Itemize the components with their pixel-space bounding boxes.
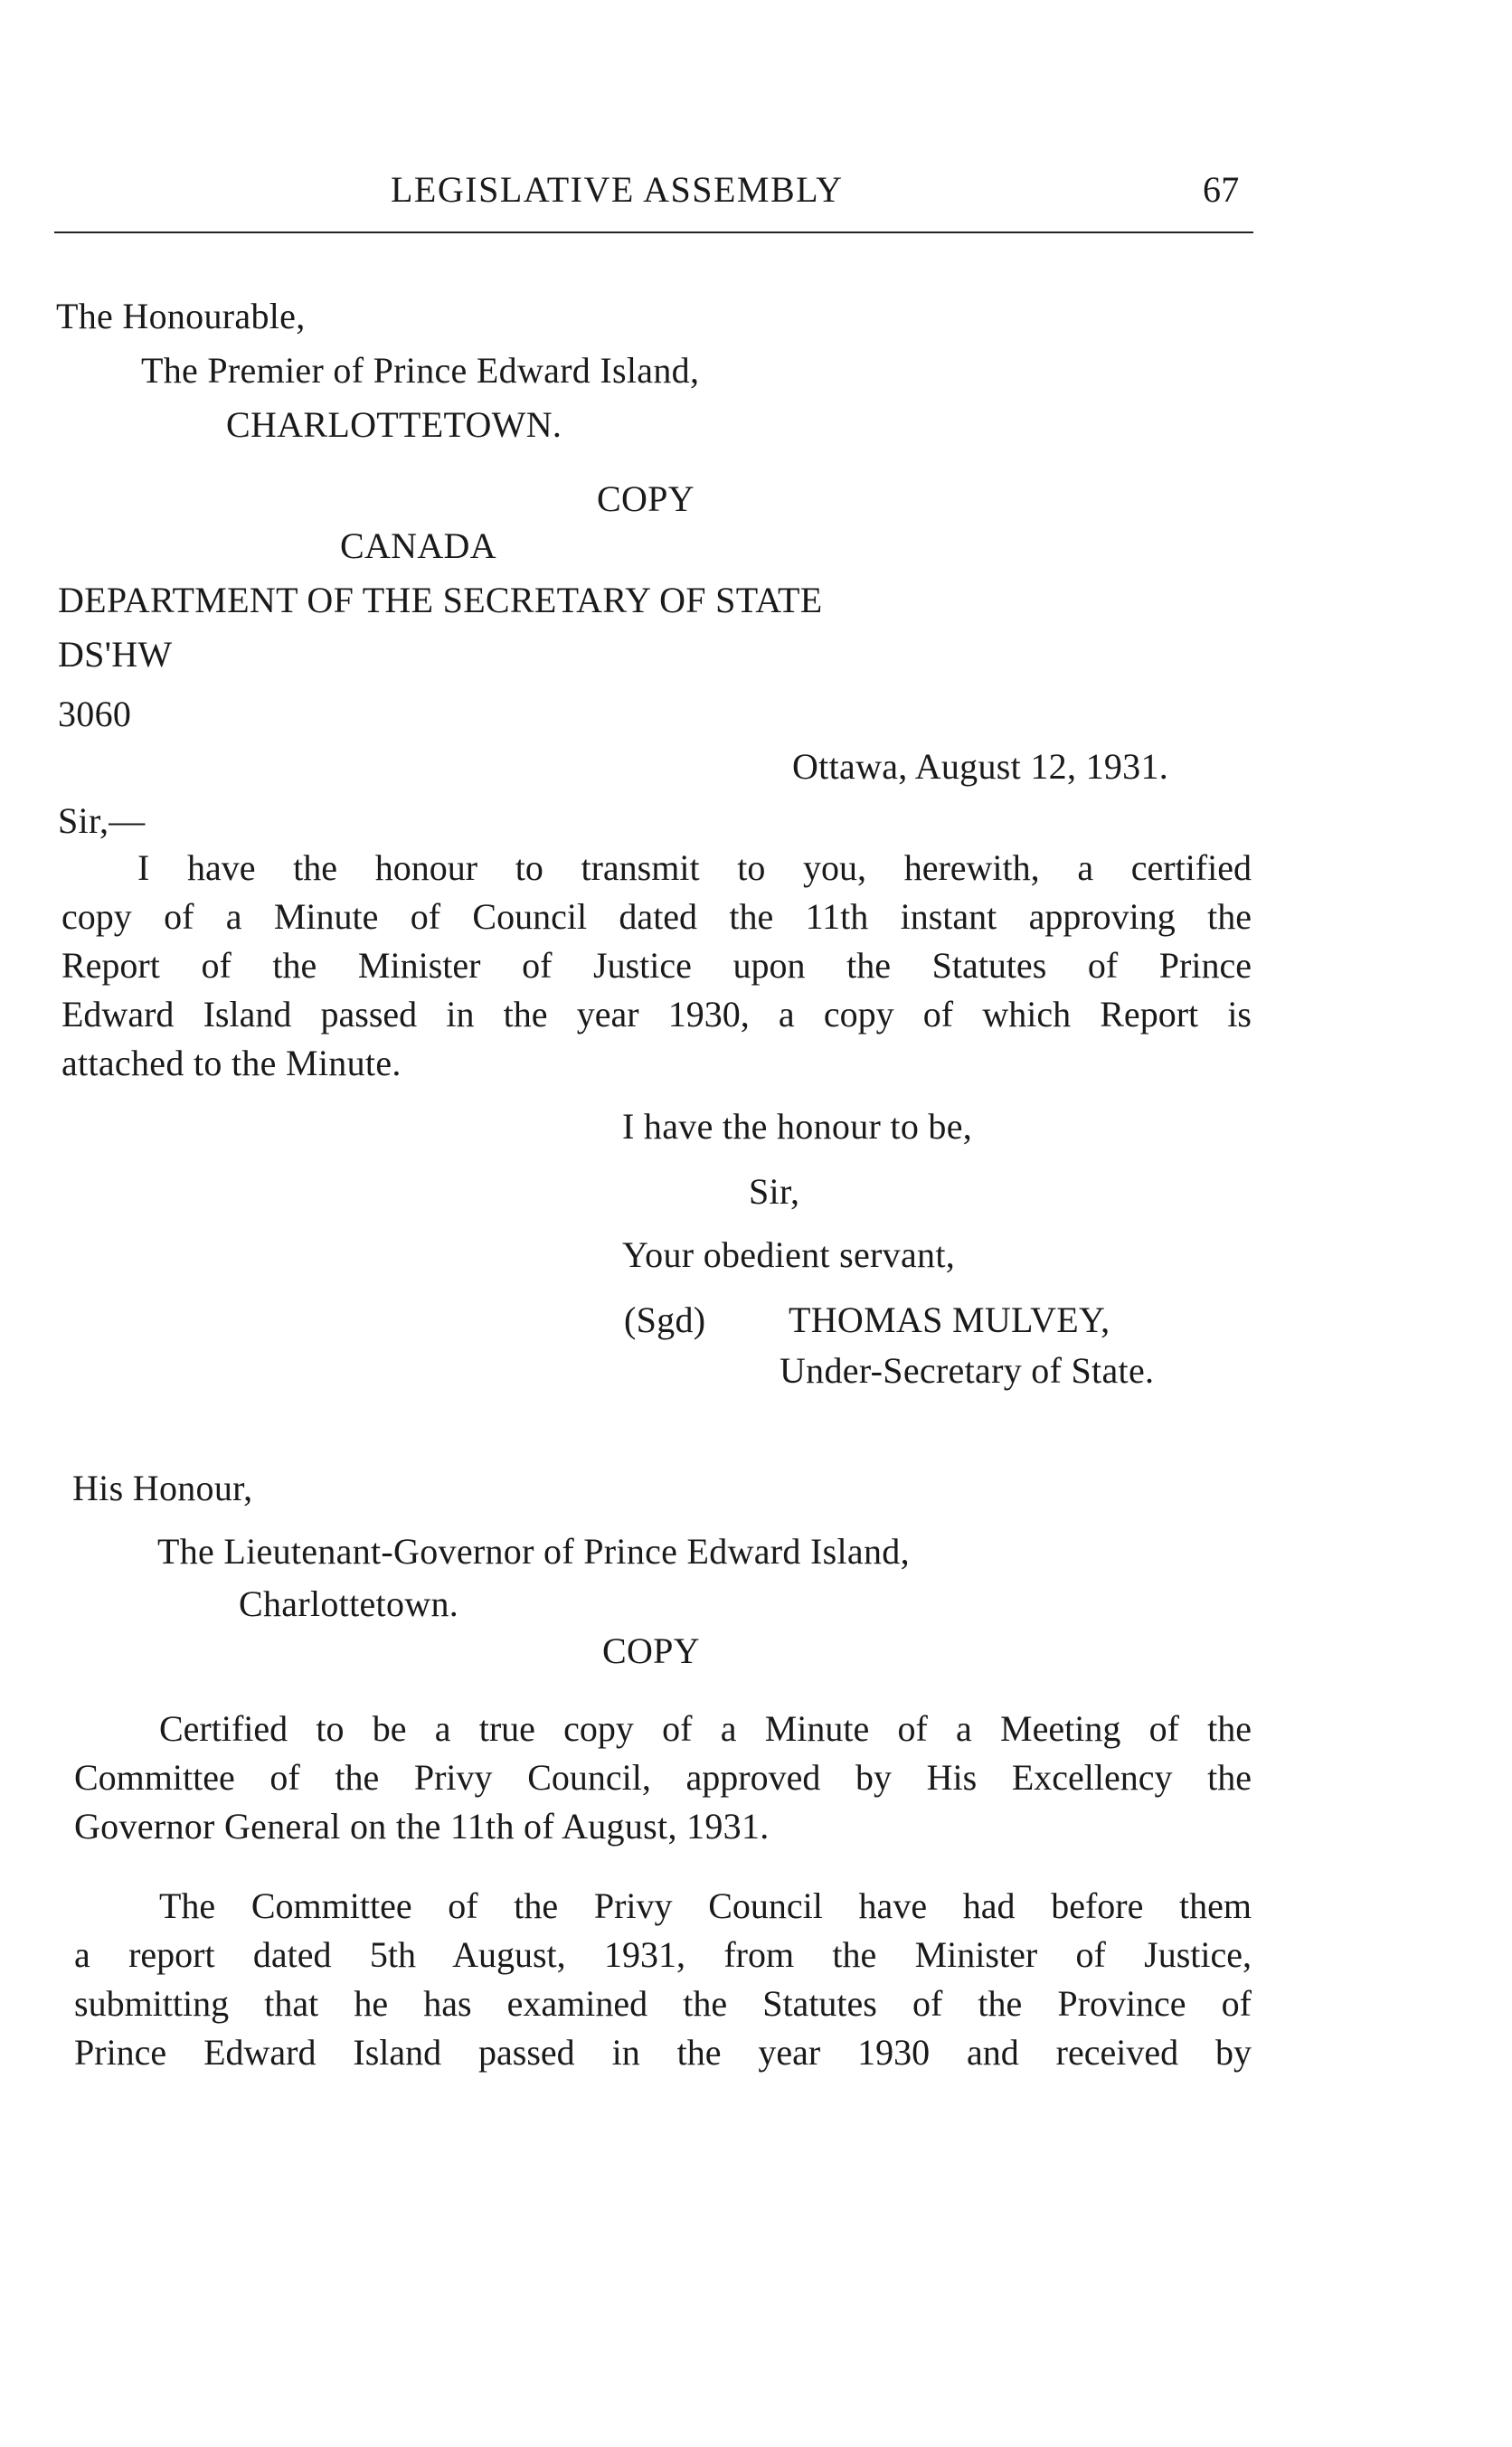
header-rule	[54, 231, 1253, 233]
signed-mark: (Sgd)	[624, 1299, 706, 1340]
copy-label-1: COPY	[597, 478, 695, 519]
country-heading: CANADA	[340, 525, 496, 566]
salutation: Sir,—	[58, 800, 146, 841]
address-2-line-1: His Honour,	[72, 1468, 253, 1508]
letter-body-line-2: copy of a Minute of Council dated the 11th instant approving the	[61, 896, 1252, 937]
address-1-line-1: The Honourable,	[56, 296, 306, 336]
address-2-line-2: The Lieutenant-Governor of Prince Edward Island,	[157, 1531, 910, 1572]
minute-para-2-line-3: submitting that he has examined the Statutes of the Province of	[74, 1983, 1252, 2024]
letter-body-line-1: I have the honour to transmit to you, herewith, a certified	[137, 847, 1252, 888]
minute-para-1-line-1: Certified to be a true copy of a Minute of a Meeting of the	[159, 1708, 1252, 1749]
signer-title: Under-Secretary of State.	[780, 1350, 1155, 1391]
address-2-line-3: Charlottetown.	[239, 1583, 459, 1624]
reference-code: DS'HW	[58, 634, 173, 675]
file-number: 3060	[58, 694, 132, 734]
address-1-line-2: The Premier of Prince Edward Island,	[141, 350, 700, 391]
closing-line-3: Your obedient servant,	[622, 1234, 956, 1275]
minute-para-1-line-2: Committee of the Privy Council, approved by His Excellency the	[74, 1757, 1252, 1798]
department-heading: DEPARTMENT OF THE SECRETARY OF STATE	[58, 580, 823, 620]
minute-para-2-line-1: The Committee of the Privy Council have had before them	[159, 1885, 1252, 1926]
minute-para-1-line-3: Governor General on the 11th of August, 1931.	[74, 1806, 770, 1847]
running-title: LEGISLATIVE ASSEMBLY	[391, 169, 844, 210]
minute-para-2-line-2: a report dated 5th August, 1931, from the Minister of Justice,	[74, 1934, 1252, 1975]
minute-para-2-line-4: Prince Edward Island passed in the year 1930 and received by	[74, 2032, 1252, 2073]
letter-body-line-3: Report of the Minister of Justice upon the Statutes of Prince	[61, 945, 1252, 986]
signer-name: THOMAS MULVEY,	[789, 1299, 1110, 1340]
letter-body-line-5: attached to the Minute.	[61, 1043, 402, 1083]
letter-body-line-4: Edward Island passed in the year 1930, a copy of which Report is	[61, 994, 1252, 1035]
closing-line-1: I have the honour to be,	[622, 1106, 973, 1147]
page-number: 67	[1203, 169, 1240, 210]
copy-label-2: COPY	[602, 1630, 700, 1671]
address-1-line-3: CHARLOTTETOWN.	[226, 404, 562, 445]
closing-line-2: Sir,	[749, 1171, 800, 1212]
place-date: Ottawa, August 12, 1931.	[792, 746, 1169, 787]
